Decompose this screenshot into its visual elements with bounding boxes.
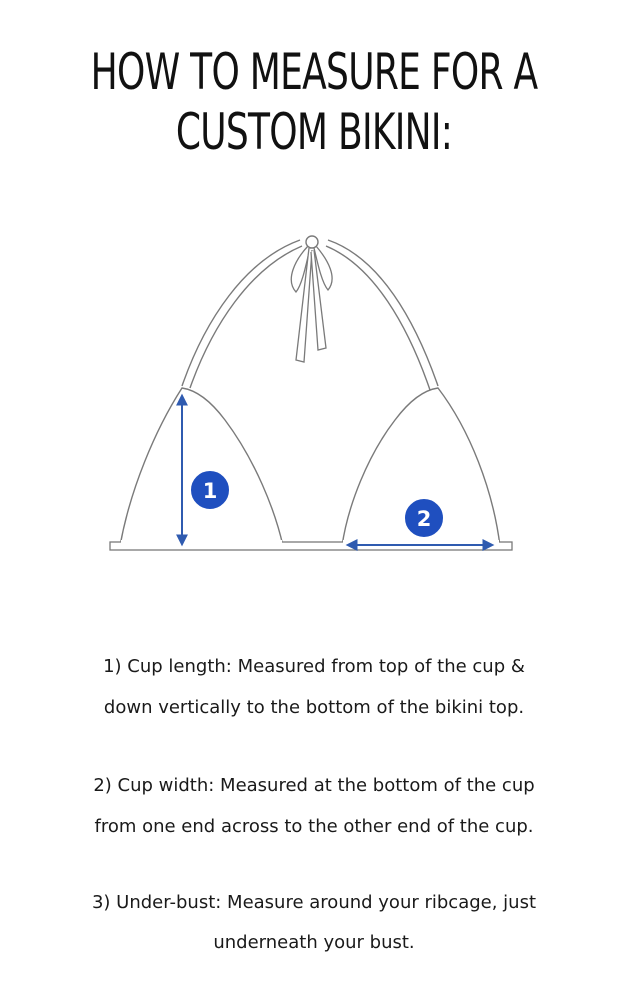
instruction-2-line-2: from one end across to the other end of the cup. [94,816,534,837]
right-strap [328,240,438,386]
instruction-2-line-1: 2) Cup width: Measured at the bottom of the cup [93,775,535,796]
bikini-top-diagram [0,220,628,570]
instruction-3-line-1: 3) Under-bust: Measure around your ribcage, just [91,892,537,913]
underband-cover-left [121,540,282,546]
instruction-3-line-2: underneath your bust. [213,932,415,953]
right-strap-inner [326,246,430,390]
marker-2-label: 2 [416,507,432,531]
marker-1-label: 1 [202,479,218,503]
instruction-1-line-1: 1) Cup length: Measured from top of the cup & [103,656,525,677]
page-title-line-1: HOW TO MEASURE FOR A [90,43,538,101]
tie-end-left [296,248,312,362]
page-title-line-2: CUSTOM BIKINI: [175,103,453,161]
left-cup [120,388,283,546]
instruction-1-line-2: down vertically to the bottom of the bikini top. [103,697,525,718]
left-strap-inner [190,246,302,388]
